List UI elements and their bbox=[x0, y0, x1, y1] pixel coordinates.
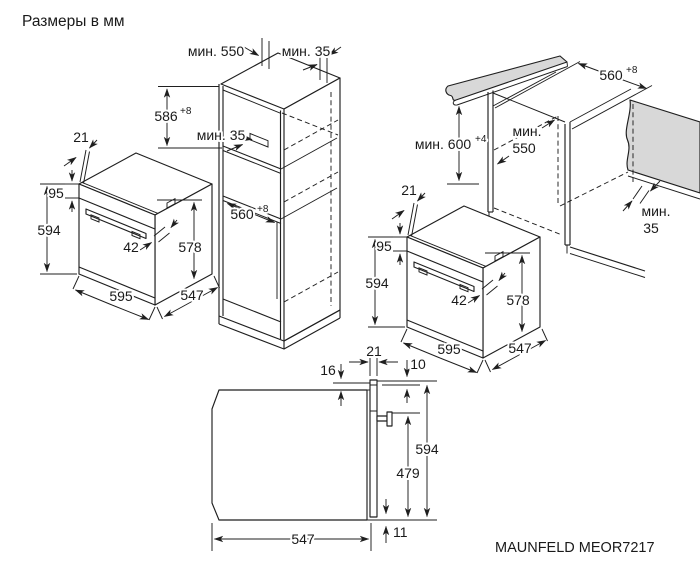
dim-label-depth: 547 bbox=[508, 340, 532, 356]
dim-label-door-offset: 21 bbox=[73, 129, 89, 145]
oven-side-view bbox=[212, 348, 437, 551]
dim-label-handle-depth: 42 bbox=[123, 239, 139, 255]
page-title: Размеры в мм bbox=[22, 13, 125, 30]
dim-label-width: 595 bbox=[109, 288, 133, 304]
dim-label-niche-width: 560 bbox=[599, 67, 623, 83]
dim-label-min-depth-value: 550 bbox=[512, 140, 536, 156]
dim-label-depth: 547 bbox=[291, 531, 315, 547]
dim-label-min-depth-word: мин. bbox=[512, 123, 542, 139]
dim-label-niche-width-tol: +8 bbox=[626, 65, 638, 76]
dim-label-bottom-gap: 11 bbox=[393, 524, 408, 540]
dim-label-door-height: 578 bbox=[178, 239, 202, 255]
model-label: MAUNFELD MEOR7217 bbox=[495, 540, 655, 556]
dim-label-niche-height: 586 bbox=[154, 108, 178, 124]
dim-label-handle-to-bottom: 479 bbox=[396, 465, 420, 481]
dim-label-front-gap: 16 bbox=[320, 362, 336, 378]
dim-label-niche-width: 560 bbox=[230, 206, 254, 222]
dim-label-height: 594 bbox=[365, 275, 389, 291]
dim-label-door-thickness: 21 bbox=[366, 343, 382, 359]
dim-label-niche-height-tol: +8 bbox=[180, 106, 192, 117]
dim-label-top-rear-gap: мин. 35 bbox=[281, 43, 331, 59]
dim-label-rear-gap-word: мин. bbox=[641, 203, 671, 219]
dim-label-handle-depth: 42 bbox=[451, 292, 467, 308]
dim-label-width: 595 bbox=[437, 341, 461, 357]
dim-label-niche-width-tol: +8 bbox=[257, 204, 269, 215]
dim-label-door-offset: 21 bbox=[401, 182, 417, 198]
dim-label-panel-height: 95 bbox=[48, 185, 64, 201]
dim-label-rear-gap: 10 bbox=[410, 356, 426, 372]
dim-label-min-depth: мин. 550 bbox=[187, 43, 245, 59]
dim-label-shelf-rear-gap: мин. 35 bbox=[196, 127, 246, 143]
dim-label-door-height: 578 bbox=[506, 292, 530, 308]
dim-label-rear-gap-value: 35 bbox=[643, 220, 659, 236]
dim-label-height: 594 bbox=[415, 441, 439, 457]
dim-label-depth: 547 bbox=[180, 287, 204, 303]
dim-label-min-height: мин. 600 bbox=[414, 136, 472, 152]
dim-label-panel-height: 95 bbox=[376, 238, 392, 254]
dim-label-height: 594 bbox=[37, 222, 61, 238]
dim-label-min-height-tol: +4 bbox=[475, 134, 487, 145]
